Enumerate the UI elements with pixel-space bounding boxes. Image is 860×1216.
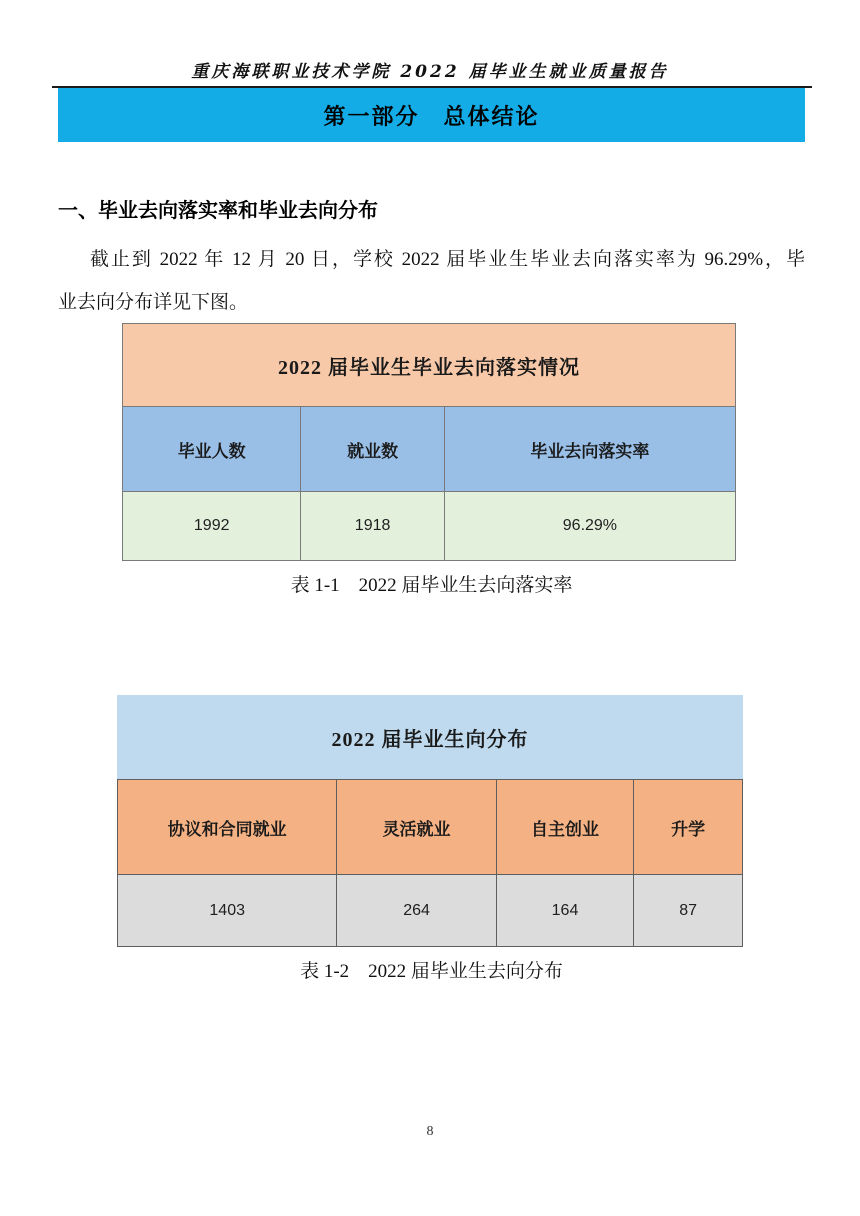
table-1-header-cell: 毕业人数	[123, 407, 301, 492]
table-2-value-cell: 87	[634, 875, 743, 947]
table-2-value-cell: 1403	[118, 875, 337, 947]
table-1-header-cell: 就业数	[301, 407, 444, 492]
part-banner	[58, 88, 805, 142]
table-1-data-row	[123, 492, 736, 561]
table-2-header-cell: 灵活就业	[337, 780, 496, 875]
table-1-caption: 表 1-1 2022 届毕业生去向落实率	[290, 575, 573, 596]
table-employment-rate	[122, 323, 736, 561]
table-1-value-cell: 96.29%	[445, 492, 736, 561]
section-heading: 一、毕业去向落实率和毕业去向分布	[58, 200, 378, 222]
document-header-title: 重庆海联职业技术学院 2022 届毕业生就业质量报告	[191, 62, 669, 82]
table-2-body	[117, 779, 743, 947]
table-2-header-cell: 协议和合同就业	[118, 780, 337, 875]
part-banner-text: 第一部分 总体结论	[323, 103, 540, 129]
page-number: 8	[426, 1124, 434, 1139]
table-1-value-cell: 1918	[301, 492, 444, 561]
paragraph-line-2: 业去向分布详见下图。	[58, 292, 249, 313]
table-2-value-cell: 164	[497, 875, 635, 947]
table-graduate-distribution	[117, 695, 743, 947]
table-2-header-cell: 升学	[634, 780, 743, 875]
paragraph-line-1: 截止到 2022 年 12 月 20 日，学校 2022 届毕业生毕业去向落实率为 96.29%，毕	[90, 249, 805, 270]
table-2-title: 2022 届毕业生向分布	[117, 695, 743, 779]
table-2-value-cell: 264	[337, 875, 496, 947]
table-1-header-cell: 毕业去向落实率	[445, 407, 736, 492]
body-paragraph	[58, 238, 805, 324]
table-1-value-cell: 1992	[123, 492, 301, 561]
table-1-header-row	[123, 407, 736, 492]
table-2-caption: 表 1-2 2022 届毕业生去向分布	[300, 961, 563, 982]
table-2-data-row	[118, 875, 743, 947]
table-2-header-row	[118, 780, 743, 875]
table-2-header-cell: 自主创业	[497, 780, 635, 875]
table-1-title: 2022 届毕业生毕业去向落实情况	[123, 324, 736, 407]
